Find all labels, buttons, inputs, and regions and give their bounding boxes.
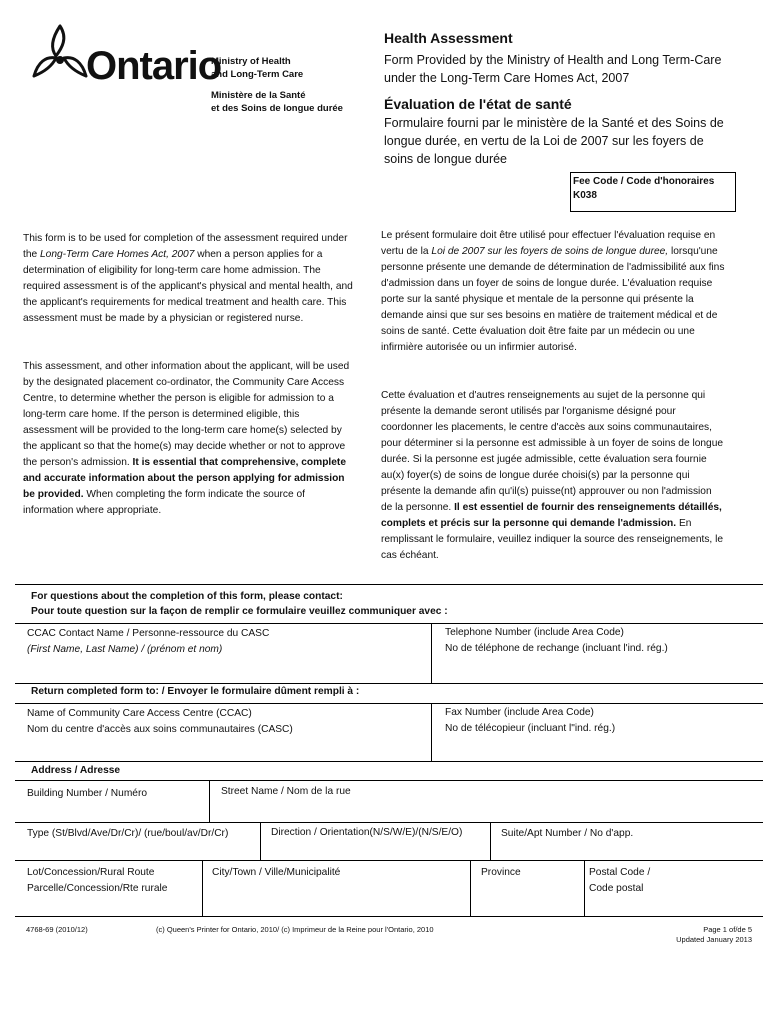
- phone-label: Telephone Number (include Area Code): [445, 627, 624, 638]
- page-number: Page 1 of/de 5: [703, 925, 752, 934]
- intro-fr-p2-text: Cette évaluation et d'autres renseignements au sujet de la personne qui présente la demande seront utilisés par l'organisme désigné pour coordonner les placements, le centre d'accès aux soins communautaires, pour déterminer si la personne est admissible à un foyer de soins de longue durée. Si la personne est jugée admissible, cette évaluation sera fournie au(x) foyer(s) de soins de longue durée choisi(s) par la personne qui présente la demande afin qu'il(s) puisse(nt) approuver ou non l'admission de la personne.: [381, 390, 724, 513]
- intro-en-p2-text-cont: When completing the form indicate the source of information where appropriate.: [23, 489, 305, 516]
- fax-label: Fax Number (include Area Code): [445, 707, 594, 718]
- intro-fr-p2-emphasis: Il est essentiel de fournir des renseignements détaillés, complets et précis sur la personne qui demande l'admission.: [381, 502, 722, 529]
- intro-fr-p2-text-cont: En remplissant le formulaire, veuillez indiquer la source des renseignements, le cas échéant.: [381, 518, 724, 561]
- ontario-logo-text: Ontario: [86, 44, 222, 88]
- lot-label: Lot/Concession/Rural Route: [27, 867, 155, 878]
- intro-en-p1-text: This form is to be used for completion of the assessment required under the: [23, 233, 348, 260]
- trillium-logo-icon: [28, 22, 92, 86]
- form-title-en: Health Assessment: [384, 30, 513, 46]
- contact-phone-field[interactable]: [445, 625, 755, 680]
- divider: [15, 860, 763, 861]
- act-name-en: Long-Term Care Homes Act, 2007: [40, 249, 195, 260]
- ministry-fr-line-1: Ministère de la Santé: [211, 90, 306, 101]
- ccac-name-field[interactable]: [27, 706, 427, 758]
- form-title-fr: Évaluation de l'état de santé: [384, 96, 572, 112]
- copyright: (c) Queen's Printer for Ontario, 2010/ (c) Imprimeur de la Reine pour l'Ontario, 2010: [156, 925, 434, 934]
- form-subtitle-en: Form Provided by the Ministry of Health and Long Term-Care under the Long-Term Care Homes Act, 2007: [384, 53, 722, 85]
- building-number-field[interactable]: Building Number / Numéro: [27, 788, 148, 799]
- ccac-name-label: Name of Community Care Access Centre (CCAC): [27, 708, 252, 719]
- ccac-contact-label: CCAC Contact Name / Personne-ressource du CASC: [27, 628, 270, 639]
- divider: [15, 584, 763, 585]
- ministry-fr-line-2: et des Soins de longue durée: [211, 103, 343, 114]
- intro-fr-paragraph-2: [381, 388, 725, 564]
- intro-fr-paragraph-1: [381, 228, 725, 356]
- act-name-fr: Loi de 2007 sur les foyers de soins de longue duree,: [431, 246, 669, 257]
- page-info: [560, 925, 752, 945]
- postal-sublabel: Code postal: [589, 883, 644, 894]
- divider: [15, 703, 763, 704]
- divider: [431, 703, 432, 761]
- street-name-field[interactable]: Street Name / Nom de la rue: [221, 786, 351, 797]
- divider: [15, 822, 763, 823]
- fee-code-box[interactable]: [570, 172, 736, 212]
- suite-number-field[interactable]: Suite/Apt Number / No d'app.: [501, 828, 634, 839]
- province-field[interactable]: Province: [481, 867, 521, 878]
- intro-en-p2-text: This assessment, and other information about the applicant, will be used by the designated placement co-ordinator, the Community Care Access Centre, to determine whether the person is eligible for admission to a long-term care home. If the person is determined eligible, this assessment will be provided to the long-term care home(s) selected by the applicant so that the home(s) may decide whether or not to approve the person's admission.: [23, 361, 350, 468]
- questions-heading-en: For questions about the completion of this form, please contact:: [31, 591, 343, 602]
- fax-sublabel: No de télécopieur (incluant l"ind. rég.): [445, 723, 616, 734]
- divider: [470, 860, 471, 916]
- ministry-en: [211, 55, 303, 81]
- divider: [15, 623, 763, 624]
- lot-concession-field[interactable]: [27, 865, 199, 913]
- fee-code-label: Fee Code / Code d'honoraires: [573, 176, 715, 187]
- divider: [15, 780, 763, 781]
- divider: [209, 780, 210, 822]
- ccac-contact-sublabel: (First Name, Last Name) / (prénom et nom): [27, 644, 223, 655]
- postal-label: Postal Code /: [589, 867, 651, 878]
- ministry-en-line-1: Ministry of Health: [211, 56, 291, 67]
- questions-heading-fr: Pour toute question sur la façon de remplir ce formulaire veuillez communiquer avec :: [31, 606, 448, 617]
- postal-code-field[interactable]: [589, 865, 759, 913]
- divider: [15, 761, 763, 762]
- intro-en-paragraph-1: [23, 231, 353, 327]
- updated-date: Updated January 2013: [676, 935, 752, 944]
- ccac-name-sublabel: Nom du centre d'accès aux soins communautaires (CASC): [27, 724, 293, 735]
- intro-fr-p1-text-cont: lorsqu'une personne présente une demande de détermination de l'admissibilité aux fins d'admission dans un foyer de soins de longue durée. L'évaluation requise porte sur la santé physique et mentale de la personne qui présente la demande ainsi que sur ses besoins en matière de traitement médical et de soins de santé. Cette évaluation doit être faite par un médecin ou une infirmière autorisée ou un infirmier autorisé.: [381, 246, 725, 353]
- ministry-en-line-2: and Long-Term Care: [211, 69, 304, 80]
- divider: [15, 916, 763, 917]
- return-heading: Return completed form to: / Envoyer le formulaire dûment rempli à :: [31, 686, 360, 697]
- intro-en-p2-emphasis: It is essential that comprehensive, complete and accurate information about the person applying for admission be provided.: [23, 457, 346, 500]
- phone-sublabel: No de téléphone de rechange (incluant l'ind. rég.): [445, 643, 668, 654]
- intro-en-paragraph-2: [23, 359, 355, 519]
- address-heading: Address / Adresse: [31, 765, 121, 776]
- form-number: 4768-69 (2010/12): [26, 925, 88, 934]
- form-subtitle-fr: Formulaire fourni par le ministère de la Santé et des Soins de longue durée, en vertu de la Loi de 2007 sur les foyers de soins de longue durée: [384, 116, 724, 166]
- fax-number-field[interactable]: [445, 705, 755, 757]
- lot-sublabel: Parcelle/Concession/Rte rurale: [27, 883, 168, 894]
- fee-code-value: K038: [573, 190, 597, 201]
- ministry-fr: [211, 89, 343, 115]
- ccac-contact-name-field[interactable]: [27, 626, 427, 681]
- divider: [584, 860, 585, 916]
- direction-field[interactable]: Direction / Orientation(N/S/W/E)/(N/S/E/O): [271, 827, 463, 838]
- divider: [431, 623, 432, 683]
- divider: [490, 822, 491, 860]
- city-field[interactable]: City/Town / Ville/Municipalité: [212, 867, 341, 878]
- divider: [202, 860, 203, 916]
- street-type-field[interactable]: Type (St/Blvd/Ave/Dr/Cr)/ (rue/boul/av/Dr/Cr): [27, 828, 229, 839]
- intro-en-p1-text-cont: when a person applies for a determination of eligibility for long-term care home admission. The required assessment is of the applicant's physical and mental health, and the applicant's requirements for medical treatment and health care. This assessment must be made by a physician or registered nurse.: [23, 249, 353, 324]
- intro-fr-p1-text: Le présent formulaire doit être utilisé pour effectuer l'évaluation requise en vertu de la: [381, 230, 716, 257]
- divider: [260, 822, 261, 860]
